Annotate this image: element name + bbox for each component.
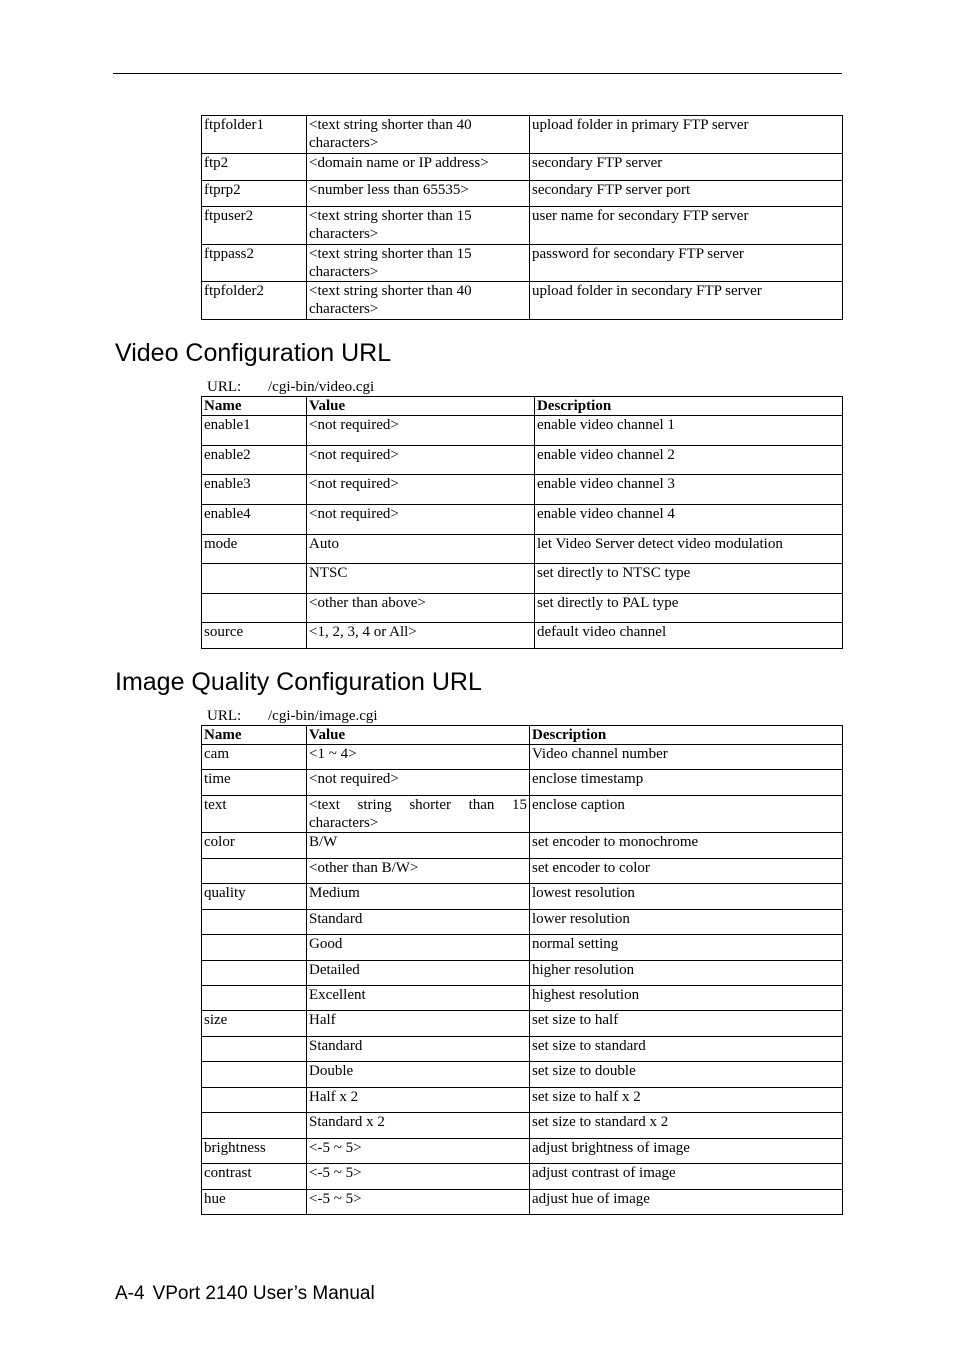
param-value: <other than B/W> (307, 859, 530, 884)
param-name: ftp2 (202, 154, 307, 181)
param-description: highest resolution (530, 986, 843, 1011)
param-description: let Video Server detect video modulation (535, 535, 843, 564)
table-row (202, 181, 843, 207)
param-value: <-5 ~ 5> (307, 1139, 530, 1164)
page-footer (115, 1282, 375, 1306)
table-row (202, 796, 843, 833)
table-row (202, 564, 843, 594)
param-name: hue (202, 1190, 307, 1215)
table-row (202, 245, 843, 282)
param-name (202, 935, 307, 961)
param-value: Standard (307, 910, 530, 935)
param-description: user name for secondary FTP server (530, 207, 843, 245)
param-description: enable video channel 2 (535, 446, 843, 475)
url-label: URL: (207, 379, 242, 395)
param-name: ftpfolder1 (202, 116, 307, 154)
param-value: <not required> (307, 505, 535, 535)
param-name: ftprp2 (202, 181, 307, 207)
param-description: set size to standard (530, 1037, 843, 1062)
table-row (202, 1011, 843, 1037)
param-value: <-5 ~ 5> (307, 1164, 530, 1190)
param-value: <-5 ~ 5> (307, 1190, 530, 1215)
param-name (202, 1062, 307, 1088)
image-parameters-table (201, 725, 843, 1215)
url-label: URL: (207, 708, 242, 724)
param-description: set directly to NTSC type (535, 564, 843, 594)
param-description: Video channel number (530, 745, 843, 770)
table-row (202, 207, 843, 245)
table-row (202, 1190, 843, 1215)
param-name: size (202, 1011, 307, 1037)
table-row (202, 475, 843, 505)
url-value: /cgi-bin/video.cgi (268, 379, 375, 395)
param-name (202, 910, 307, 935)
param-description: adjust hue of image (530, 1190, 843, 1215)
param-description: upload folder in primary FTP server (530, 116, 843, 154)
param-description: set encoder to color (530, 859, 843, 884)
param-description: lowest resolution (530, 884, 843, 910)
url-value: /cgi-bin/image.cgi (268, 708, 378, 724)
param-name: brightness (202, 1139, 307, 1164)
table-row (202, 594, 843, 623)
ftp-parameters-table (201, 115, 843, 320)
param-name: ftppass2 (202, 245, 307, 282)
table-row (202, 1139, 843, 1164)
table-row (202, 1164, 843, 1190)
param-name: quality (202, 884, 307, 910)
param-value: <text string shorter than 15 characters> (307, 245, 530, 282)
param-name: enable1 (202, 416, 307, 446)
param-value: <text string shorter than 15 characters> (307, 796, 530, 833)
param-name (202, 1088, 307, 1113)
param-value: Half (307, 1011, 530, 1037)
table-row (202, 884, 843, 910)
param-name: enable4 (202, 505, 307, 535)
param-name (202, 1037, 307, 1062)
param-value: Auto (307, 535, 535, 564)
param-value: <number less than 65535> (307, 181, 530, 207)
table-row (202, 745, 843, 770)
param-description: enclose caption (530, 796, 843, 833)
param-name: enable2 (202, 446, 307, 475)
table-header-row (202, 397, 843, 416)
param-name (202, 564, 307, 594)
param-value: <not required> (307, 475, 535, 505)
image-url-line (207, 707, 378, 725)
param-description: enable video channel 3 (535, 475, 843, 505)
header-rule (113, 73, 842, 74)
video-url-line (207, 378, 374, 396)
param-description: set size to half (530, 1011, 843, 1037)
param-value: Standard (307, 1037, 530, 1062)
table-row (202, 446, 843, 475)
page-number: A-4 (115, 1283, 145, 1304)
param-description: set directly to PAL type (535, 594, 843, 623)
param-description: password for secondary FTP server (530, 245, 843, 282)
param-name (202, 986, 307, 1011)
param-value: Excellent (307, 986, 530, 1011)
table-row (202, 1113, 843, 1139)
table-row (202, 1037, 843, 1062)
table-row (202, 986, 843, 1011)
param-value: Medium (307, 884, 530, 910)
table-row (202, 416, 843, 446)
param-description: upload folder in secondary FTP server (530, 282, 843, 320)
param-value: <1, 2, 3, 4 or All> (307, 623, 535, 649)
param-description: secondary FTP server (530, 154, 843, 181)
param-value: <not required> (307, 446, 535, 475)
column-header-name: Name (202, 726, 307, 745)
param-name: ftpfolder2 (202, 282, 307, 320)
param-name (202, 961, 307, 986)
param-name: contrast (202, 1164, 307, 1190)
table-row (202, 910, 843, 935)
param-description: set size to standard x 2 (530, 1113, 843, 1139)
param-value: <1 ~ 4> (307, 745, 530, 770)
param-description: adjust contrast of image (530, 1164, 843, 1190)
param-description: set size to double (530, 1062, 843, 1088)
param-value: B/W (307, 833, 530, 859)
param-description: normal setting (530, 935, 843, 961)
param-name (202, 859, 307, 884)
param-description: enable video channel 4 (535, 505, 843, 535)
table-row (202, 935, 843, 961)
table-row (202, 833, 843, 859)
param-name: mode (202, 535, 307, 564)
param-value: Detailed (307, 961, 530, 986)
param-name (202, 1113, 307, 1139)
param-name: text (202, 796, 307, 833)
param-description: higher resolution (530, 961, 843, 986)
param-description: set size to half x 2 (530, 1088, 843, 1113)
param-name (202, 594, 307, 623)
param-value: Double (307, 1062, 530, 1088)
param-name: color (202, 833, 307, 859)
param-value: <not required> (307, 416, 535, 446)
param-value: <text string shorter than 40 characters> (307, 116, 530, 154)
image-section-heading: Image Quality Configuration URL (115, 668, 482, 696)
param-value: <other than above> (307, 594, 535, 623)
column-header-name: Name (202, 397, 307, 416)
param-description: lower resolution (530, 910, 843, 935)
table-row (202, 859, 843, 884)
param-description: adjust brightness of image (530, 1139, 843, 1164)
param-value: Good (307, 935, 530, 961)
table-row (202, 961, 843, 986)
table-row (202, 505, 843, 535)
column-header-value: Value (307, 397, 535, 416)
video-parameters-table (201, 396, 843, 649)
param-name: ftpuser2 (202, 207, 307, 245)
table-row (202, 623, 843, 649)
table-row (202, 770, 843, 796)
param-description: default video channel (535, 623, 843, 649)
column-header-value: Value (307, 726, 530, 745)
param-name: source (202, 623, 307, 649)
table-row (202, 1062, 843, 1088)
param-value: NTSC (307, 564, 535, 594)
param-name: cam (202, 745, 307, 770)
manual-title: VPort 2140 User’s Manual (152, 1283, 375, 1304)
table-row (202, 154, 843, 181)
param-description: enclose timestamp (530, 770, 843, 796)
param-value: <text string shorter than 15 characters> (307, 207, 530, 245)
param-description: enable video channel 1 (535, 416, 843, 446)
table-row (202, 282, 843, 320)
video-section-heading: Video Configuration URL (115, 339, 392, 367)
param-value: <text string shorter than 40 characters> (307, 282, 530, 320)
table-row (202, 535, 843, 564)
column-header-description: Description (535, 397, 843, 416)
param-description: secondary FTP server port (530, 181, 843, 207)
column-header-description: Description (530, 726, 843, 745)
param-name: enable3 (202, 475, 307, 505)
param-description: set encoder to monochrome (530, 833, 843, 859)
param-value: <domain name or IP address> (307, 154, 530, 181)
param-value: Standard x 2 (307, 1113, 530, 1139)
param-name: time (202, 770, 307, 796)
table-row (202, 116, 843, 154)
param-value: Half x 2 (307, 1088, 530, 1113)
table-row (202, 1088, 843, 1113)
table-header-row (202, 726, 843, 745)
param-value: <not required> (307, 770, 530, 796)
